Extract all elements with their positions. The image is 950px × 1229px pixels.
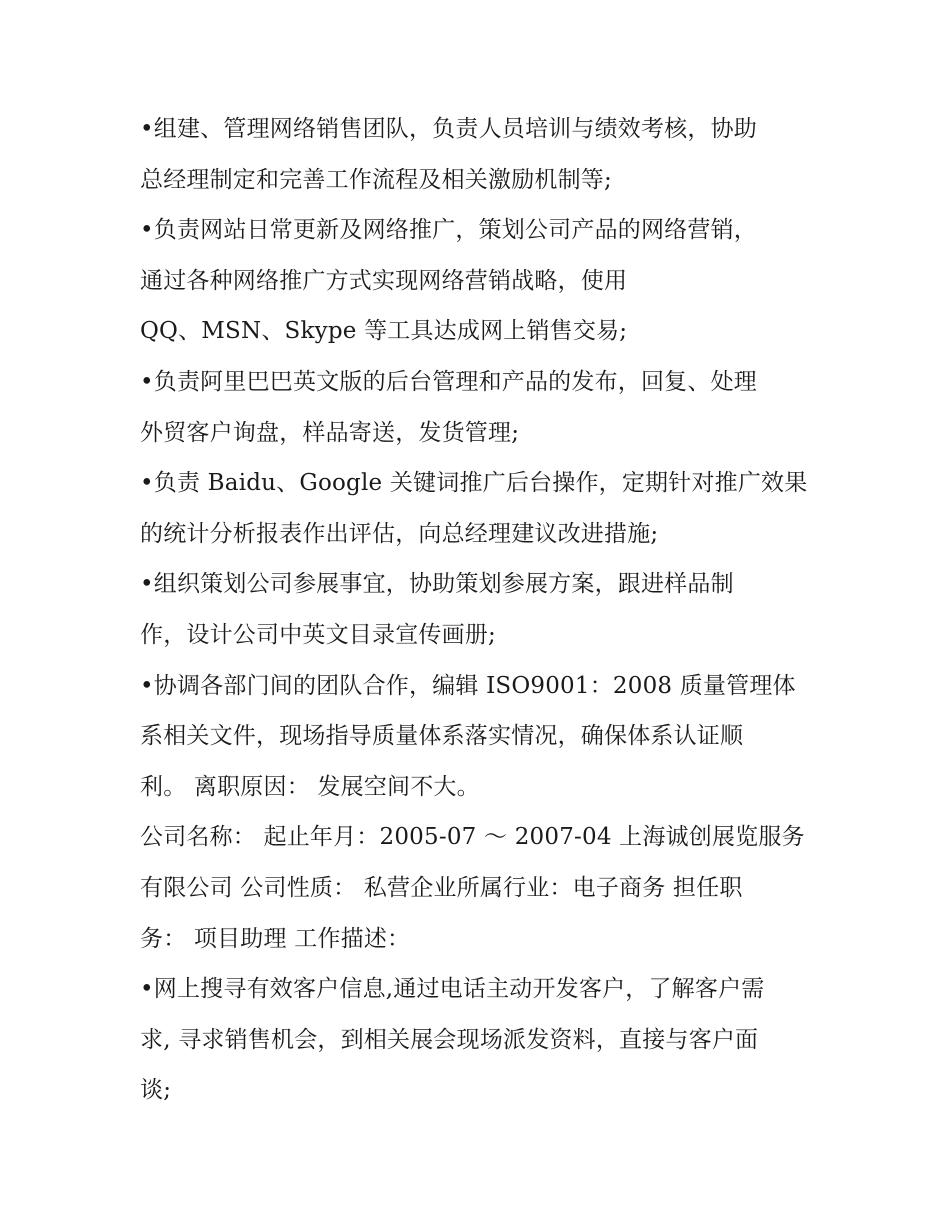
- text-line: 公司名称： 起止年月：2005-07 ～ 2007-04 上海诚创展览服务: [140, 824, 805, 851]
- text-line: 作，设计公司中英文目录宣传画册;: [140, 621, 496, 648]
- text-line: •负责阿里巴巴英文版的后台管理和产品的发布，回复、处理: [140, 368, 757, 395]
- text-line: 系相关文件，现场指导质量体系落实情况，确保体系认证顺: [140, 723, 744, 750]
- text-line: 外贸客户询盘，样品寄送，发货管理;: [140, 419, 520, 446]
- text-line: QQ、MSN、Skype 等工具达成网上销售交易;: [140, 318, 628, 345]
- text-line: •组织策划公司参展事宜，协助策划参展方案，跟进样品制: [140, 571, 734, 598]
- text-line: •负责 Baidu、Google 关键词推广后台操作，定期针对推广效果: [140, 470, 808, 497]
- text-line: •协调各部门间的团队合作，编辑 ISO9001：2008 质量管理体: [140, 672, 796, 699]
- text-line: 求, 寻求销售机会，到相关展会现场派发资料，直接与客户面: [140, 1026, 759, 1053]
- text-line: •组建、管理网络销售团队，负责人员培训与绩效考核，协助: [140, 116, 757, 142]
- text-line: •网上搜寻有效客户信息,通过电话主动开发客户，了解客户需: [140, 976, 765, 1003]
- text-line: 通过各种网络推广方式实现网络营销战略，使用: [140, 267, 628, 294]
- resume-text-body: [140, 104, 820, 1116]
- text-line: 谈;: [140, 1077, 172, 1104]
- text-line: 利。 离职原因： 发展空间不大。: [140, 773, 480, 800]
- text-line: •负责网站日常更新及网络推广，策划公司产品的网络营销，: [140, 217, 757, 244]
- text-line: 有限公司 公司性质： 私营企业所属行业：电子商务 担任职: [140, 874, 743, 901]
- text-line: 总经理制定和完善工作流程及相关激励机制等;: [140, 166, 612, 193]
- text-line: 的统计分析报表作出评估，向总经理建议改进措施;: [140, 520, 659, 547]
- text-line: 务： 项目助理 工作描述：: [140, 925, 411, 952]
